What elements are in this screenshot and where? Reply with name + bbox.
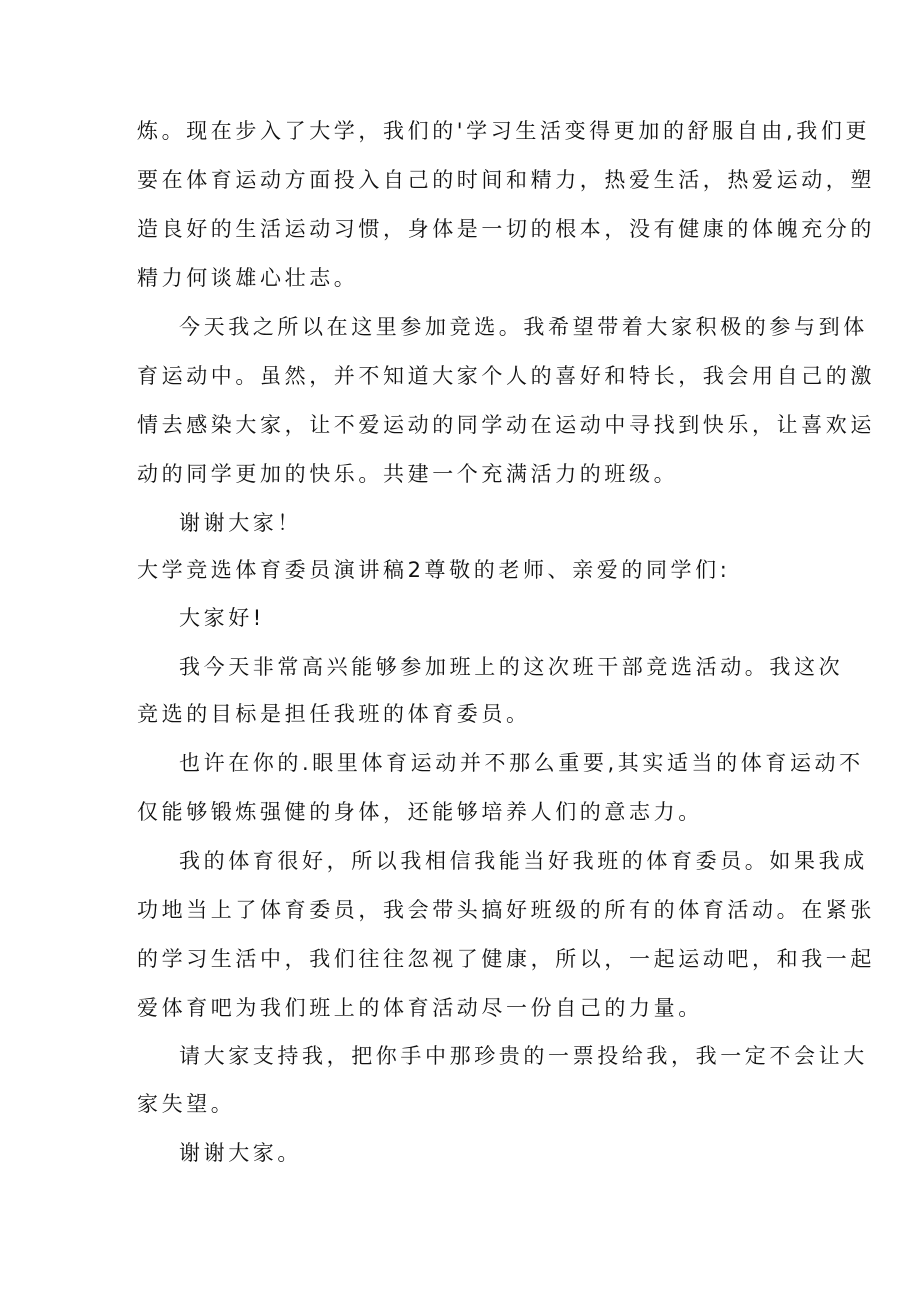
text-line: 育运动中。虽然，并不知道大家个人的喜好和特长，我会用自己的激 — [137, 364, 875, 388]
text-line: 要在体育运动方面投入自己的时间和精力，热爱生活，热爱运动，塑 — [137, 168, 875, 192]
section-heading: 大学竞选体育委员演讲稿2尊敬的老师、亲爱的同学们: — [137, 558, 731, 582]
text-line: 我的体育很好，所以我相信我能当好我班的体育委员。如果我成 — [179, 849, 868, 873]
text-line: 造良好的生活运动习惯，身体是一切的根本，没有健康的体魄充分的 — [137, 217, 875, 241]
text-line: 大家好! — [179, 606, 265, 630]
text-line: 爱体育吧为我们班上的体育活动尽一份自己的力量。 — [137, 996, 703, 1020]
text-line: 也许在你的.眼里体育运动并不那么重要,其实适当的体育运动不 — [179, 751, 864, 775]
text-line: 竞选的目标是担任我班的体育委员。 — [137, 702, 531, 726]
text-line: 精力何谈雄心壮志。 — [137, 266, 359, 290]
text-line: 我今天非常高兴能够参加班上的这次班干部竞选活动。我这次 — [179, 655, 844, 679]
text-line: 功地当上了体育委员，我会带头搞好班级的所有的体育活动。在紧张 — [137, 898, 875, 922]
text-line: 谢谢大家。 — [179, 1141, 302, 1165]
text-line: 的学习生活中，我们往往忽视了健康，所以，一起运动吧，和我一起 — [137, 947, 875, 971]
text-line: 请大家支持我，把你手中那珍贵的一票投给我，我一定不会让大 — [179, 1044, 868, 1068]
text-line: 今天我之所以在这里参加竞选。我希望带着大家积极的参与到体 — [179, 315, 868, 339]
text-line: 情去感染大家，让不爱运动的同学动在运动中寻找到快乐，让喜欢运 — [137, 413, 875, 437]
text-line: 仅能够锻炼强健的身体，还能够培养人们的意志力。 — [137, 800, 703, 824]
text-line: 炼。现在步入了大学，我们的'学习生活变得更加的舒服自由,我们更 — [137, 119, 871, 143]
text-line: 谢谢大家！ — [179, 511, 302, 535]
text-line: 动的同学更加的快乐。共建一个充满活力的班级。 — [137, 462, 679, 486]
text-line: 家失望。 — [137, 1092, 236, 1116]
